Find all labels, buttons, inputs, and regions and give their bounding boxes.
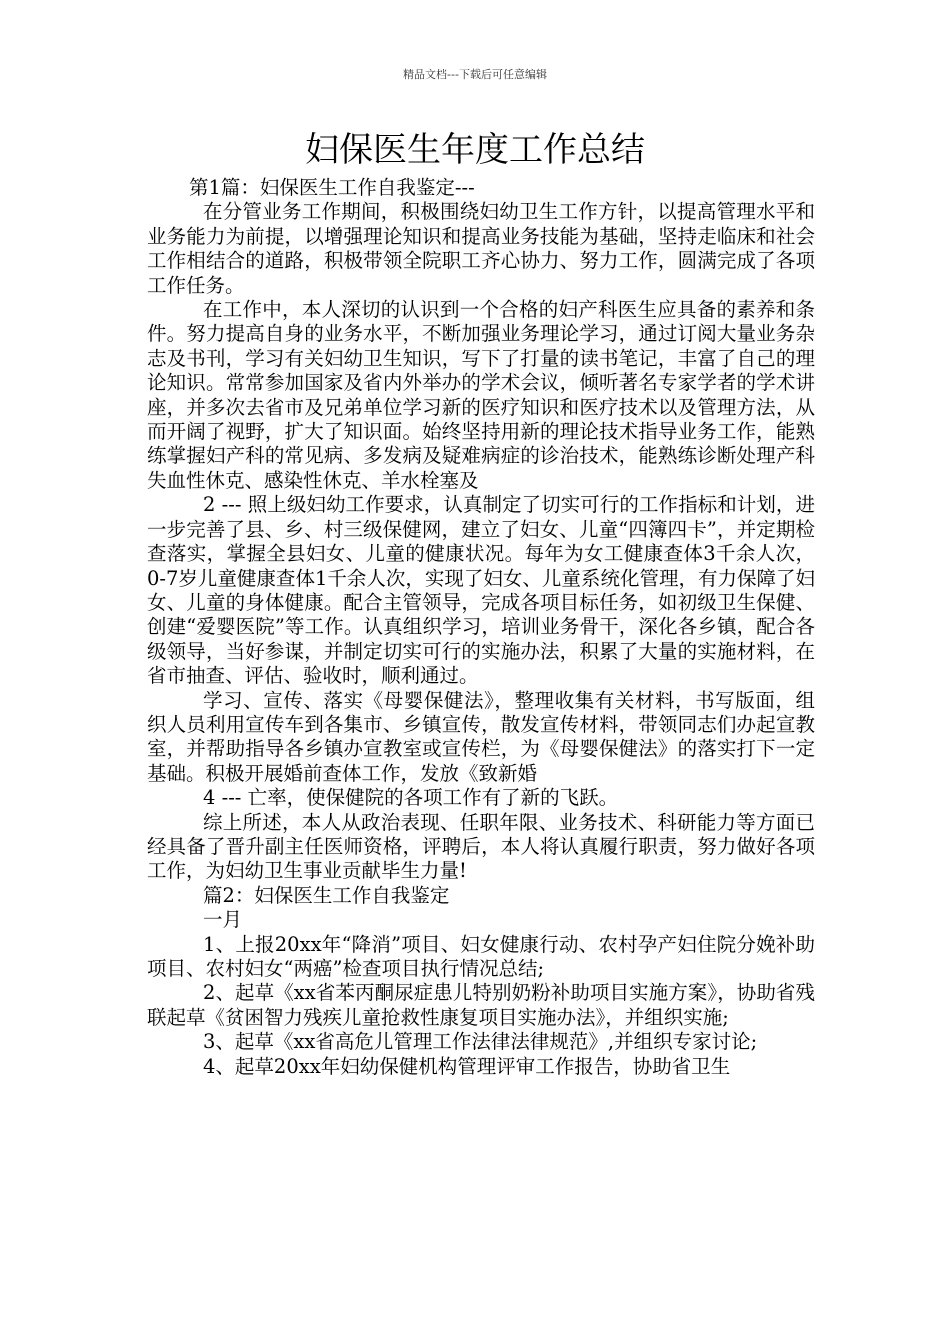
list-item: 3、起草《xx省高危儿管理工作法律法律规范》,并组织专家讨论; [203, 1030, 758, 1054]
paragraph: 综上所述，本人从政治表现、任职年限、业务技术、科研能力等方面已经具备了晋升副主任医师资格，评聘后，本人将认真履行职责，努力做好各项工作，为妇幼卫生事业贡献毕生力量! [147, 810, 815, 883]
document-body [147, 176, 815, 1079]
paragraph: 在工作中，本人深切的认识到一个合格的妇产科医生应具备的素养和条件。努力提高自身的业务水平，不断加强业务理论学习，通过订阅大量业务杂志及书刊，学习有关妇幼卫生知识，写下了打量的读书笔记，丰富了自己的理论知识。常常参加国家及省内外举办的学术会议，倾听著名专家学者的学术讲座，并多次去省市及兄弟单位学习新的医疗知识和医疗技术以及管理方法，从而开阔了视野，扩大了知识面。始终坚持用新的理论技术指导业务工作，能熟练掌握妇产科的常见病、多发病及疑难病症的诊治技术，能熟练诊断处理产科失血性休克、感染性休克、羊水栓塞及 [147, 298, 815, 492]
paragraph-section-1-heading: 第1篇：妇保医生工作自我鉴定--- [189, 176, 475, 199]
document-title: 妇保医生年度工作总结 [305, 130, 645, 170]
paragraph: 2 --- 照上级妇幼工作要求，认真制定了切实可行的工作指标和计划，进一步完善了县、乡、村三级保健网，建立了妇女、儿童“四簿四卡”，并定期检查落实，掌握全县妇女、儿童的健康状况。每年为女工健康查体3千余人次，0-7岁儿童健康查体1千余人次，实现了妇女、儿童系统化管理，有力保障了妇女、儿童的身体健康。配合主管领导，完成各项目标任务，如初级卫生保健、创建“爱婴医院”等工作。认真组织学习，培训业务骨干，深化各乡镇，配合各级领导，当好参谋，并制定切实可行的实施办法，积累了大量的实施材料，在省市抽查、评估、验收时，顺利通过。 [147, 493, 815, 688]
paragraph: 4 --- 亡率，使保健院的各项工作有了新的飞跃。 [203, 786, 619, 810]
list-item: 1、上报20xx年“降消”项目、妇女健康行动、农村孕产妇住院分娩补助项目、农村妇女“两癌”检查项目执行情况总结; [147, 932, 815, 980]
paragraph-section-2-heading: 篇2：妇保医生工作自我鉴定 [203, 883, 450, 907]
paragraph-month-heading: 一月 [203, 908, 243, 932]
paragraph: 学习、宣传、落实《母婴保健法》，整理收集有关材料，书写版面，组织人员利用宣传车到各集市、乡镇宣传，散发宣传材料，带领同志们办起宣教室，并帮助指导各乡镇办宣教室或宣传栏，为《母婴保健法》的落实打下一定基础。积极开展婚前查体工作，发放《致新婚 [147, 688, 815, 785]
list-item: 2、起草《xx省苯丙酮尿症患儿特别奶粉补助项目实施方案》，协助省残联起草《贫困智力残疾儿童抢救性康复项目实施办法》，并组织实施; [147, 981, 815, 1029]
paragraph: 在分管业务工作期间，积极围绕妇幼卫生工作方针，以提高管理水平和业务能力为前提，以增强理论知识和提高业务技能为基础，坚持走临床和社会工作相结合的道路，积极带领全院职工齐心协力、努力工作，圆满完成了各项工作任务。 [147, 200, 815, 297]
header-note: 精品文档---下载后可任意编辑 [403, 68, 547, 81]
list-item: 4、起草20xx年妇幼保健机构管理评审工作报告，协助省卫生 [203, 1054, 731, 1078]
